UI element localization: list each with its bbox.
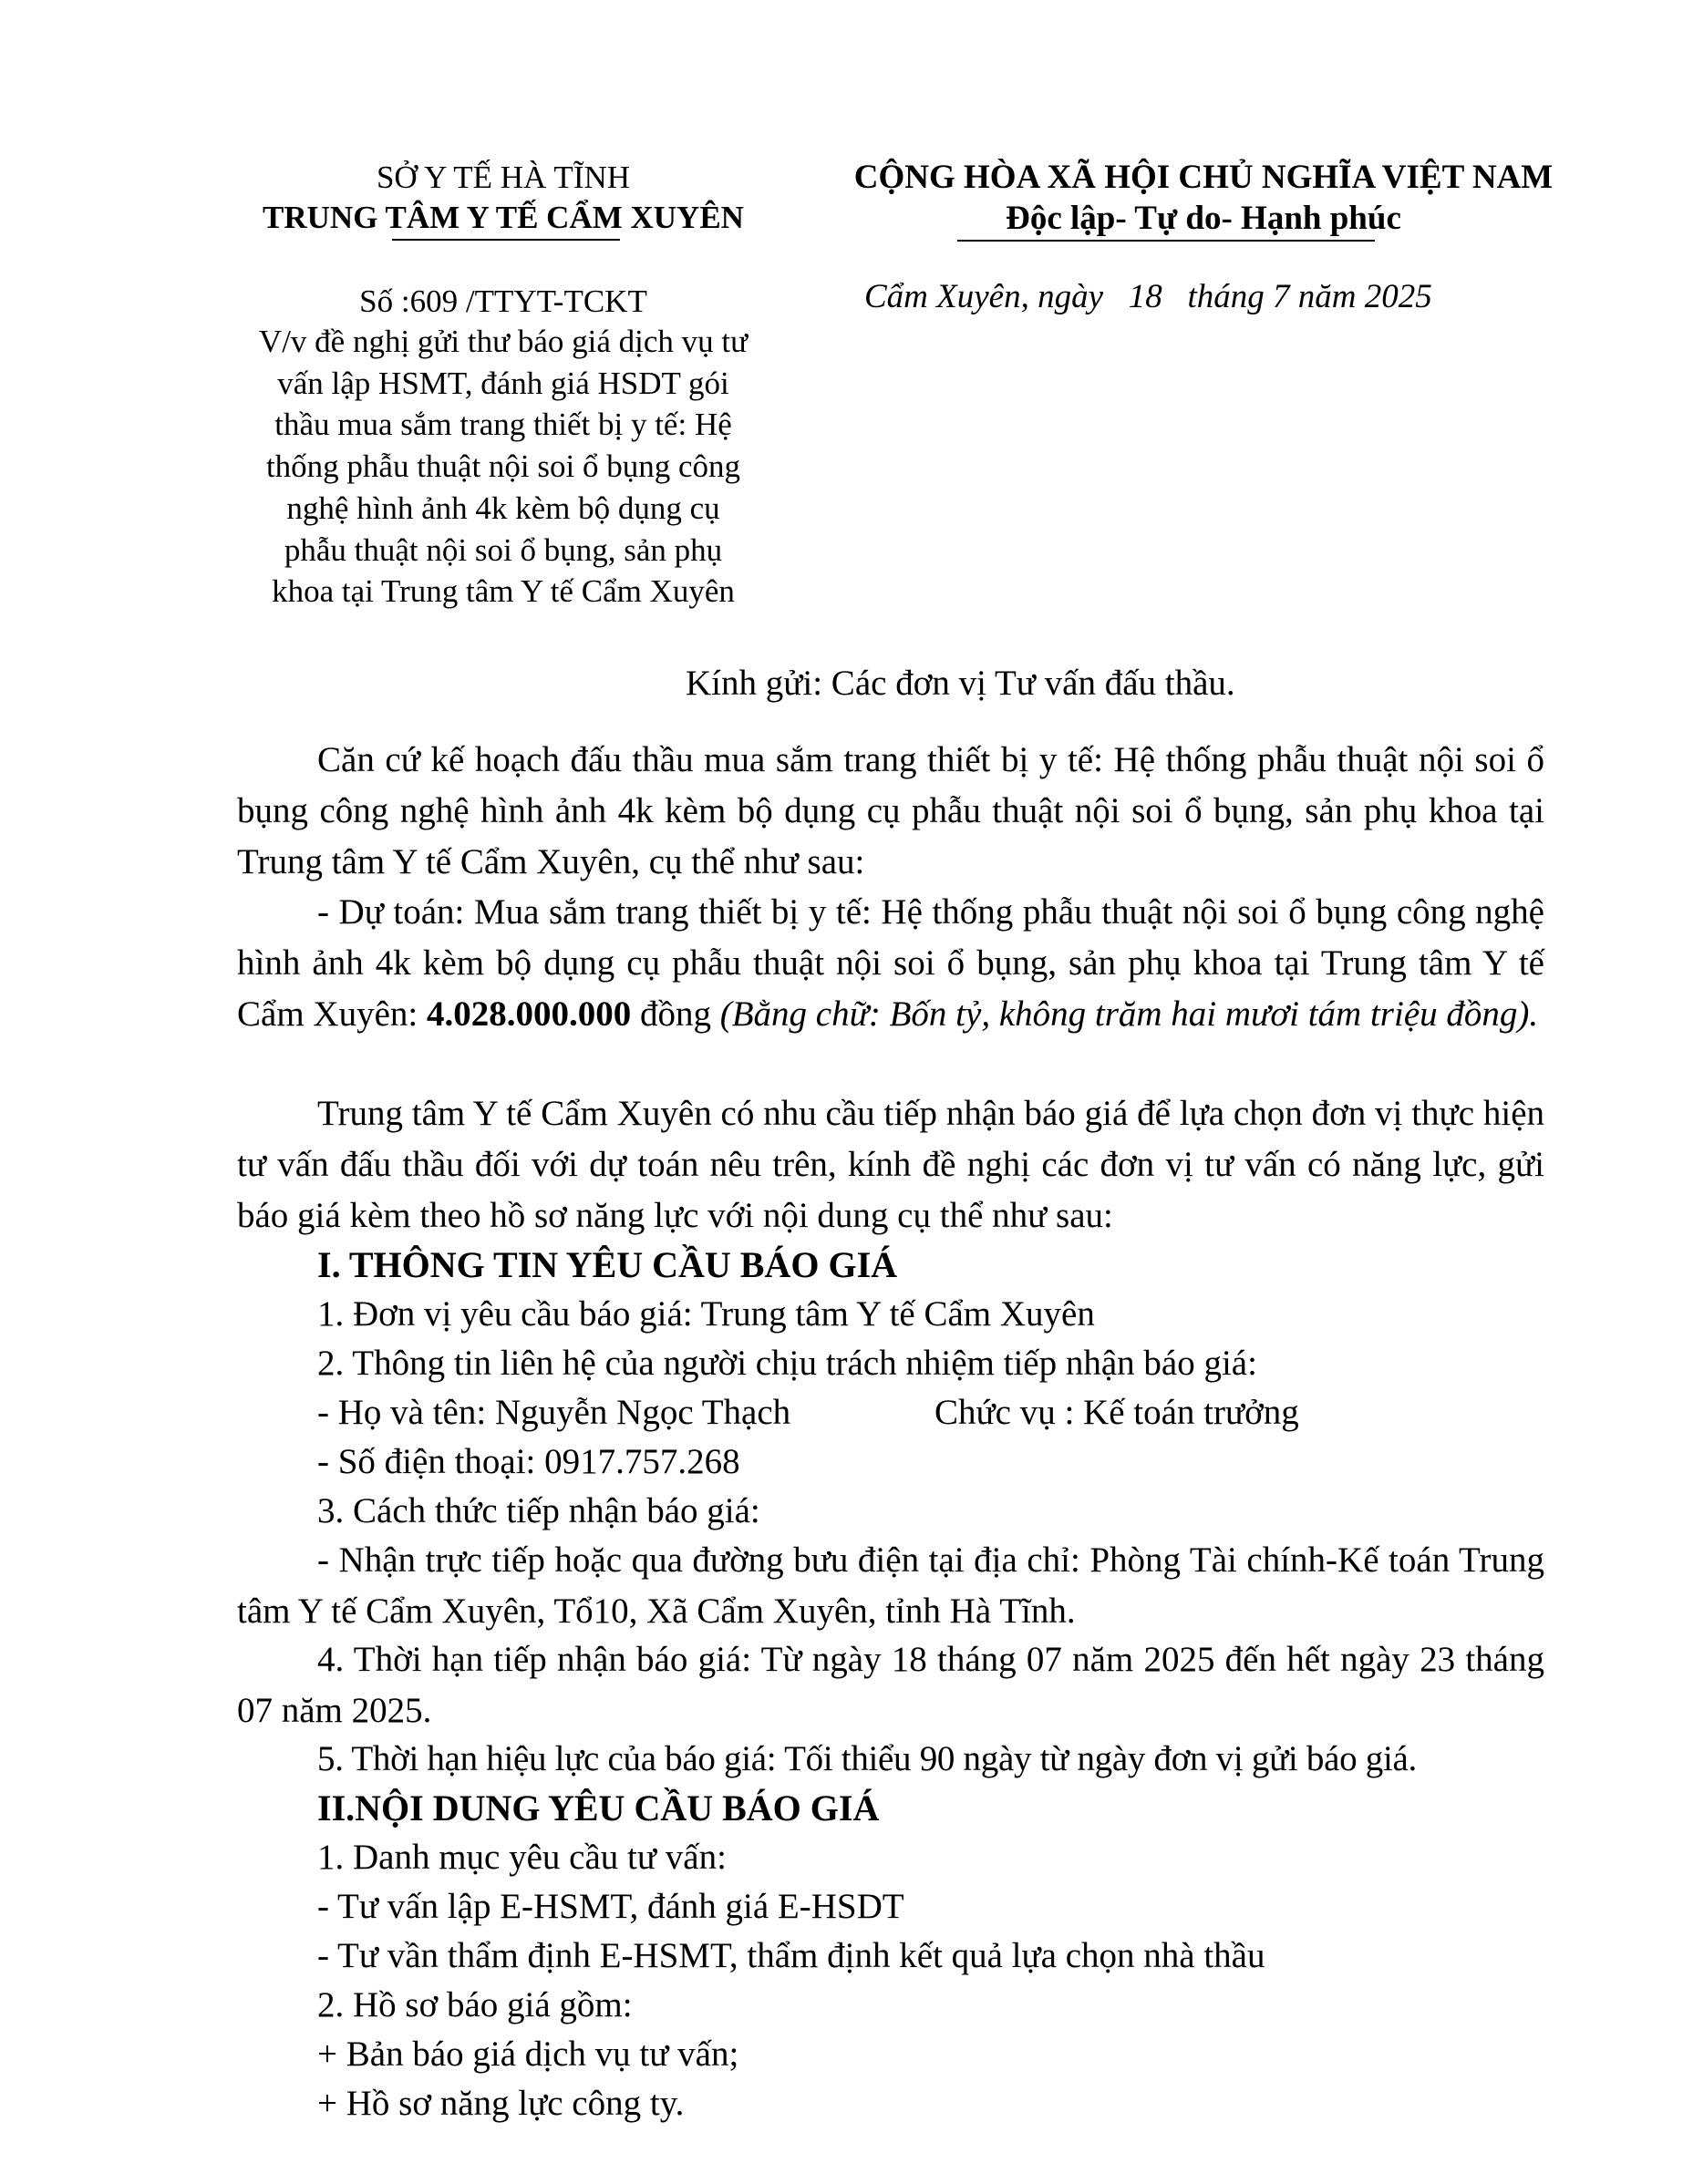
section-1-item-4: 4. Thời hạn tiếp nhận báo giá: Từ ngày 18 tháng 07 năm 2025 đến hết ngày 23 tháng 07 năm 2025. xyxy=(237,1640,1544,1730)
contact-position: Chức vụ : Kế toán trưởng xyxy=(934,1393,1299,1432)
estimate-in-words: (Bằng chữ: Bốn tỷ, không trăm hai mươi tám triệu đồng). xyxy=(719,994,1539,1034)
section-1-item-3-detail: - Nhận trực tiếp hoặc qua đường bưu điện tại địa chỉ: Phòng Tài chính-Kế toán Trung tâm Y tế Cẩm Xuyên, Tổ10, Xã Cẩm Xuyên, tỉnh Hà Tĩnh. xyxy=(237,1540,1544,1631)
subject-line: thầu mua sắm trang thiết bị y tế: Hệ xyxy=(274,407,732,443)
section-1-item-5: 5. Thời hạn hiệu lực của báo giá: Tối thiểu 90 ngày từ ngày đơn vị gửi báo giá. xyxy=(317,1739,1417,1778)
subject-line: thống phẫu thuật nội soi ổ bụng công xyxy=(265,448,741,485)
country-name: CỘNG HÒA XÃ HỘI CHỦ NGHĨA VIỆT NAM xyxy=(853,159,1554,196)
consulting-item-2: - Tư vần thẩm định E-HSMT, thẩm định kết quả lựa chọn nhà thầu xyxy=(317,1936,1265,1975)
dossier-item-2: + Hồ sơ năng lực công ty. xyxy=(317,2084,685,2123)
dossier-item-1: + Bản báo giá dịch vụ tư vấn; xyxy=(317,2035,739,2074)
motto-underline xyxy=(957,240,1375,242)
subject-line: khoa tại Trung tâm Y tế Cẩm Xuyên xyxy=(272,573,735,610)
section-1-title: I. THÔNG TIN YÊU CẦU BÁO GIÁ xyxy=(317,1244,898,1285)
document-subject xyxy=(239,321,768,613)
document-number: Số :609 /TTYT-TCKT xyxy=(359,283,647,319)
paragraph-estimate: - Dự toán: Mua sắm trang thiết bị y tế: Hệ thống phẫu thuật nội soi ổ bụng công nghệ hình ảnh 4k kèm bộ dụng cụ phẫu thuật nội soi ổ bụng, sản phụ khoa tại Trung tâm Y tế Cẩm Xuyên: 4.028.000.000 đồng (Bằng chữ: Bốn tỷ, không trăm hai mươi tám triệu đồng). xyxy=(237,892,1544,1034)
section-1-item-1: 1. Đơn vị yêu cầu báo giá: Trung tâm Y tế Cẩm Xuyên xyxy=(317,1294,1095,1334)
consulting-item-1: - Tư vấn lập E-HSMT, đánh giá E-HSDT xyxy=(317,1887,904,1926)
estimate-text: - Dự toán: Mua sắm trang thiết bị y tế: Hệ thống phẫu thuật nội soi ổ bụng công nghệ hình ảnh 4k kèm bộ dụng cụ phẫu thuật nội soi ổ bụng, sản phụ khoa tại Trung tâm Y tế Cẩm Xuyên: xyxy=(237,892,1544,1034)
agency-parent: SỞ Y TẾ HÀ TĨNH xyxy=(376,160,631,195)
subject-line: phẫu thuật nội soi ổ bụng, sản phụ xyxy=(284,531,723,568)
section-2-item-2: 2. Hồ sơ báo giá gồm: xyxy=(317,1985,633,2024)
agency-name: TRUNG TÂM Y TẾ CẨM XUYÊN xyxy=(263,200,744,235)
place-and-date: Cẩm Xuyên, ngày 18 tháng 7 năm 2025 xyxy=(864,278,1432,315)
contact-name: - Họ và tên: Nguyễn Ngọc Thạch xyxy=(317,1393,791,1432)
contact-phone: - Số điện thoại: 0917.757.268 xyxy=(317,1442,740,1481)
agency-underline xyxy=(392,239,620,241)
paragraph-request: Trung tâm Y tế Cẩm Xuyên có nhu cầu tiếp nhận báo giá để lựa chọn đơn vị thực hiện tư vấn đấu thầu đối với dự toán nêu trên, kính đề nghị các đơn vị tư vấn có năng lực, gửi báo giá kèm theo hồ sơ năng lực với nội dung cụ thể như sau: xyxy=(237,1094,1544,1235)
section-2-title: II.NỘI DUNG YÊU CẦU BÁO GIÁ xyxy=(317,1787,880,1829)
subject-line: nghệ hình ảnh 4k kèm bộ dụng cụ xyxy=(286,489,720,526)
section-1-item-2: 2. Thông tin liên hệ của người chịu trách nhiệm tiếp nhận báo giá: xyxy=(317,1344,1257,1383)
paragraph-basis: Căn cứ kế hoạch đấu thầu mua sắm trang thiết bị y tế: Hệ thống phẫu thuật nội soi ổ bụng công nghệ hình ảnh 4k kèm bộ dụng cụ phẫu thuật nội soi ổ bụng, sản phụ khoa tại Trung tâm Y tế Cẩm Xuyên, cụ thể như sau: xyxy=(237,740,1544,881)
section-2-item-1: 1. Danh mục yêu cầu tư vấn: xyxy=(317,1838,727,1877)
national-motto: Độc lập- Tự do- Hạnh phúc xyxy=(1006,200,1401,237)
subject-line: V/v đề nghị gửi thư báo giá dịch vụ tư xyxy=(258,324,749,359)
recipient: Kính gửi: Các đơn vị Tư vấn đấu thầu. xyxy=(686,664,1235,703)
subject-line: vấn lập HSMT, đánh giá HSDT gói xyxy=(277,365,729,401)
section-1-item-3: 3. Cách thức tiếp nhận báo giá: xyxy=(317,1491,760,1530)
estimate-amount: 4.028.000.000 xyxy=(426,994,632,1034)
